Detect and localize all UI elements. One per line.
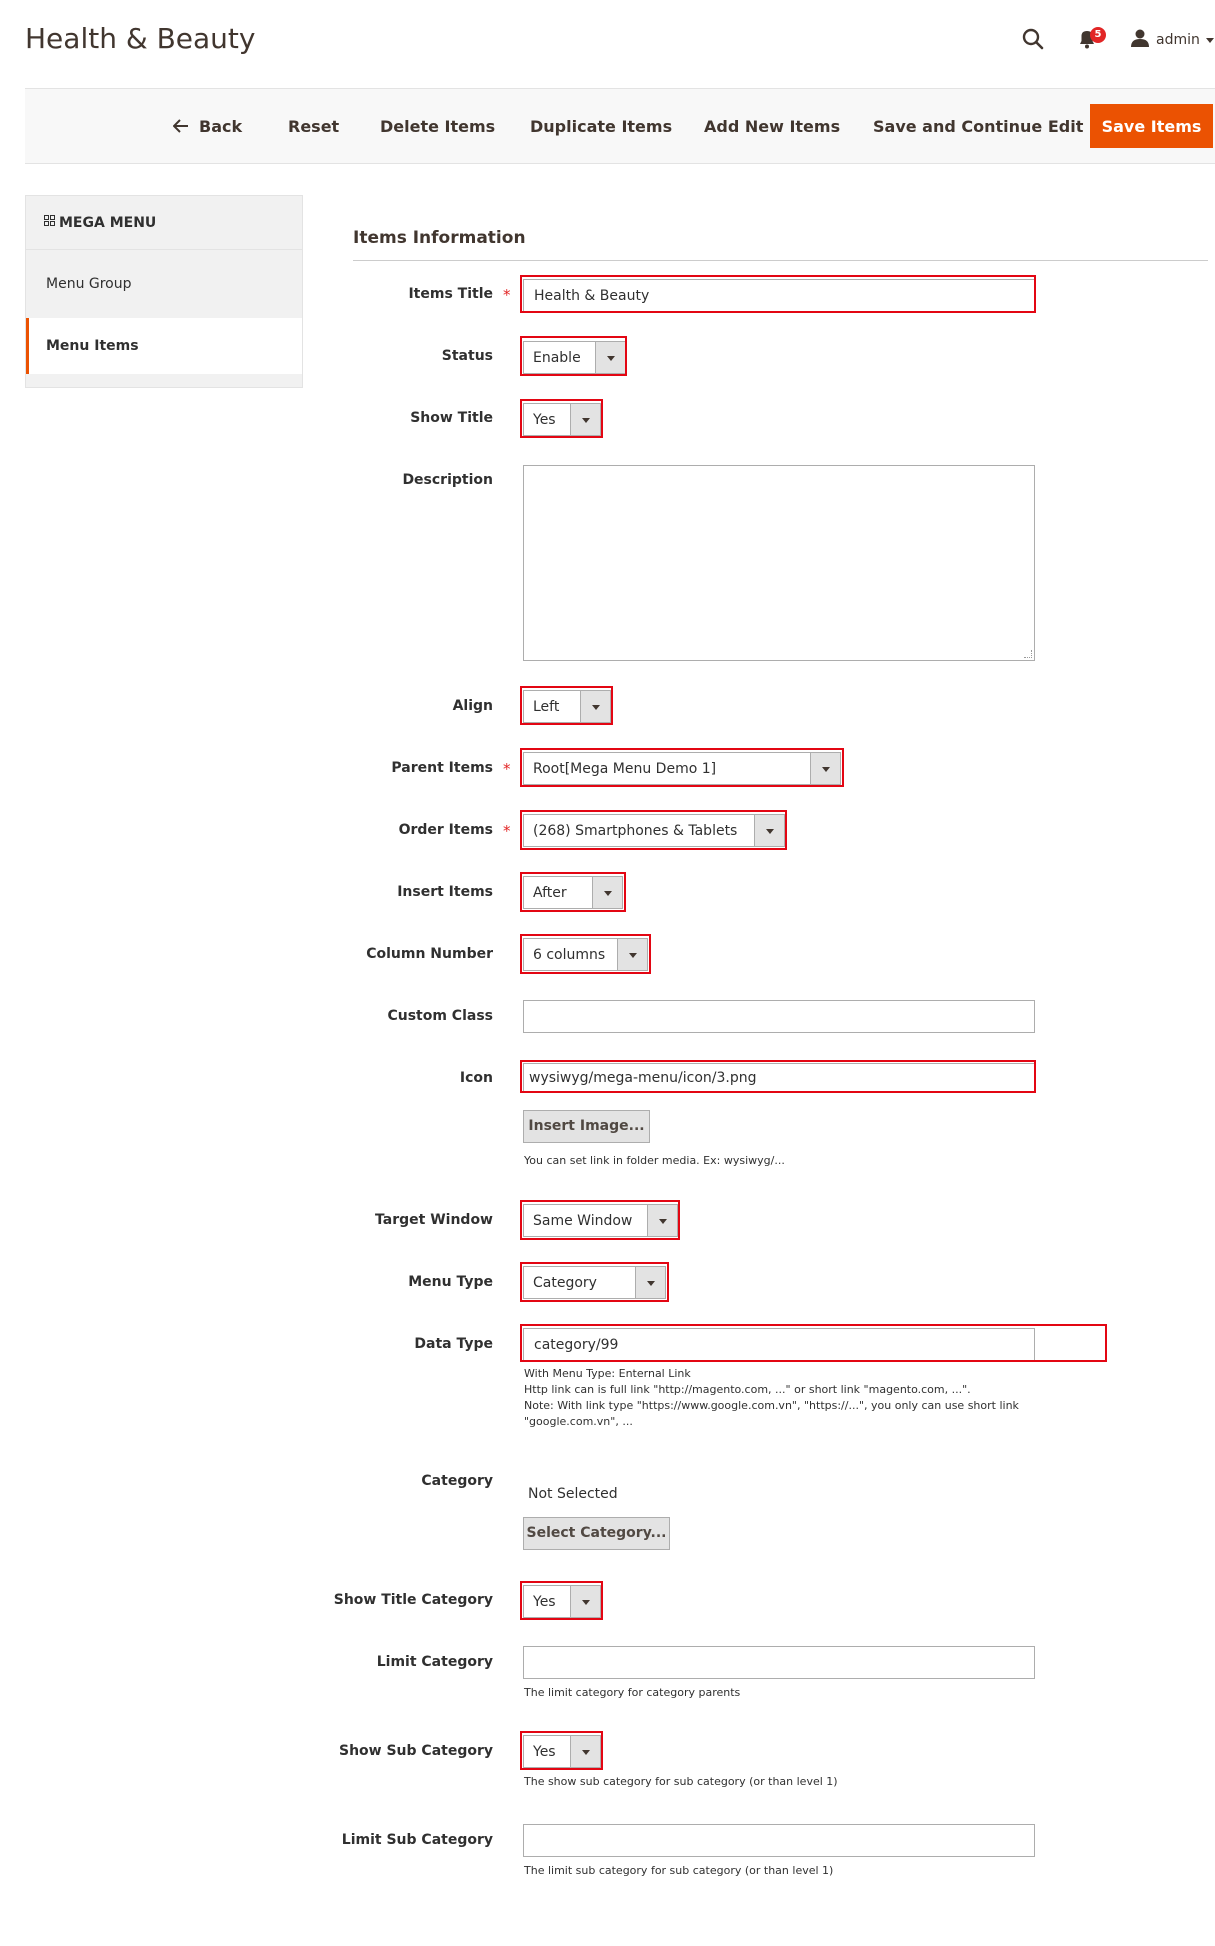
save-and-continue-button[interactable]: Save and Continue Edit bbox=[873, 117, 1084, 136]
icon-input[interactable]: wysiwyg/mega-menu/icon/3.png bbox=[523, 1063, 1035, 1093]
arrow-left-icon bbox=[173, 90, 189, 166]
chevron-down-icon bbox=[570, 404, 600, 435]
menu-type-select[interactable] bbox=[523, 1266, 666, 1299]
sidebar-title-label: MEGA MENU bbox=[59, 215, 157, 231]
sidebar bbox=[25, 195, 303, 388]
page-title: Health & Beauty bbox=[25, 22, 256, 55]
parent-items-label: Parent Items bbox=[391, 760, 493, 776]
show-title-category-select[interactable] bbox=[523, 1585, 601, 1618]
category-label: Category bbox=[421, 1473, 493, 1489]
description-label: Description bbox=[402, 472, 493, 488]
chevron-down-icon bbox=[592, 877, 622, 908]
sidebar-title bbox=[26, 196, 302, 250]
section-title: Items Information bbox=[353, 228, 526, 248]
column-number-value: 6 columns bbox=[533, 946, 606, 963]
chevron-down-icon bbox=[570, 1586, 600, 1617]
target-window-value: Same Window bbox=[533, 1212, 633, 1229]
align-select[interactable] bbox=[523, 690, 611, 723]
reset-button[interactable]: Reset bbox=[288, 117, 340, 136]
show-title-category-label: Show Title Category bbox=[333, 1592, 493, 1608]
chevron-down-icon bbox=[754, 815, 784, 846]
limit-category-label: Limit Category bbox=[376, 1654, 493, 1670]
show-title-value: Yes bbox=[533, 411, 556, 428]
show-sub-category-label: Show Sub Category bbox=[339, 1743, 493, 1759]
status-select[interactable] bbox=[523, 341, 626, 374]
column-number-label: Column Number bbox=[366, 946, 493, 962]
data-type-note-line-3: Note: With link type "https://www.google.com.vn", "https://...", you only can use short link bbox=[524, 1399, 1019, 1412]
section-divider bbox=[353, 260, 1208, 261]
insert-items-select[interactable] bbox=[523, 876, 623, 909]
status-label: Status bbox=[441, 348, 493, 364]
admin-user-menu[interactable] bbox=[1130, 28, 1214, 52]
chevron-down-icon bbox=[647, 1205, 677, 1236]
category-value: Not Selected bbox=[528, 1486, 618, 1502]
chevron-down-icon bbox=[617, 939, 647, 970]
status-value: Enable bbox=[533, 349, 581, 366]
show-sub-category-value: Yes bbox=[533, 1743, 556, 1760]
column-number-select[interactable] bbox=[523, 938, 648, 971]
select-category-button[interactable]: Select Category... bbox=[523, 1517, 670, 1550]
duplicate-items-button[interactable]: Duplicate Items bbox=[530, 117, 673, 136]
data-type-note-line-4: "google.com.vn", ... bbox=[524, 1415, 633, 1428]
chevron-down-icon bbox=[635, 1267, 665, 1298]
menu-type-label: Menu Type bbox=[408, 1274, 493, 1290]
data-type-note-line-2: Http link can is full link "http://magento.com, ..." or short link "magento.com, ...". bbox=[524, 1383, 971, 1396]
resize-handle-icon[interactable] bbox=[1024, 650, 1032, 658]
items-title-input[interactable]: Health & Beauty bbox=[523, 279, 1035, 312]
required-mark: * bbox=[503, 760, 511, 778]
required-mark: * bbox=[503, 286, 511, 304]
show-sub-category-select[interactable] bbox=[523, 1735, 601, 1768]
page-actions-bar bbox=[25, 88, 1215, 164]
icon-note: You can set link in folder media. Ex: wysiwyg/... bbox=[524, 1154, 785, 1167]
limit-sub-category-input[interactable] bbox=[523, 1824, 1035, 1857]
menu-type-value: Category bbox=[533, 1274, 597, 1291]
chevron-down-icon bbox=[810, 753, 840, 784]
show-title-select[interactable] bbox=[523, 403, 601, 436]
chevron-down-icon bbox=[1206, 32, 1214, 48]
limit-sub-category-note: The limit sub category for sub category (or than level 1) bbox=[524, 1864, 834, 1877]
chevron-down-icon bbox=[570, 1736, 600, 1767]
notification-badge: 5 bbox=[1090, 27, 1106, 43]
parent-items-select[interactable] bbox=[523, 752, 841, 785]
sidebar-item-menu-items[interactable]: Menu Items bbox=[26, 318, 302, 374]
back-label: Back bbox=[199, 117, 243, 136]
order-items-select[interactable] bbox=[523, 814, 785, 847]
limit-sub-category-label: Limit Sub Category bbox=[341, 1832, 493, 1848]
required-mark: * bbox=[503, 822, 511, 840]
custom-class-label: Custom Class bbox=[387, 1008, 493, 1024]
back-button[interactable] bbox=[173, 89, 242, 165]
order-items-value: (268) Smartphones & Tablets bbox=[533, 822, 738, 839]
sidebar-item-menu-group[interactable]: Menu Group bbox=[46, 276, 132, 292]
show-sub-category-note: The show sub category for sub category (or than level 1) bbox=[524, 1775, 838, 1788]
chevron-down-icon bbox=[580, 691, 610, 722]
items-title-label: Items Title bbox=[408, 286, 493, 302]
show-title-label: Show Title bbox=[410, 410, 493, 426]
parent-items-value: Root[Mega Menu Demo 1] bbox=[533, 760, 717, 777]
chevron-down-icon bbox=[595, 342, 625, 373]
description-textarea[interactable] bbox=[523, 465, 1035, 661]
icon-label: Icon bbox=[459, 1070, 493, 1086]
data-type-note-line-1: With Menu Type: Enternal Link bbox=[524, 1367, 691, 1380]
user-name: admin bbox=[1156, 32, 1200, 48]
search-icon[interactable] bbox=[1022, 28, 1044, 54]
delete-items-button[interactable]: Delete Items bbox=[380, 117, 496, 136]
target-window-select[interactable] bbox=[523, 1204, 678, 1237]
show-title-category-value: Yes bbox=[533, 1593, 556, 1610]
limit-category-note: The limit category for category parents bbox=[524, 1686, 741, 1699]
align-value: Left bbox=[533, 698, 560, 715]
save-items-button[interactable]: Save Items bbox=[1090, 104, 1213, 148]
insert-image-button[interactable]: Insert Image... bbox=[523, 1110, 650, 1143]
order-items-label: Order Items bbox=[398, 822, 493, 838]
data-type-label: Data Type bbox=[414, 1336, 493, 1352]
add-new-items-button[interactable]: Add New Items bbox=[704, 117, 841, 136]
limit-category-input[interactable] bbox=[523, 1646, 1035, 1679]
insert-items-value: After bbox=[533, 884, 567, 901]
align-label: Align bbox=[452, 698, 493, 714]
grid-icon bbox=[44, 195, 55, 249]
insert-items-label: Insert Items bbox=[397, 884, 493, 900]
data-type-input[interactable]: category/99 bbox=[523, 1328, 1035, 1361]
custom-class-input[interactable] bbox=[523, 1000, 1035, 1033]
user-icon bbox=[1130, 28, 1150, 52]
target-window-label: Target Window bbox=[375, 1212, 493, 1228]
